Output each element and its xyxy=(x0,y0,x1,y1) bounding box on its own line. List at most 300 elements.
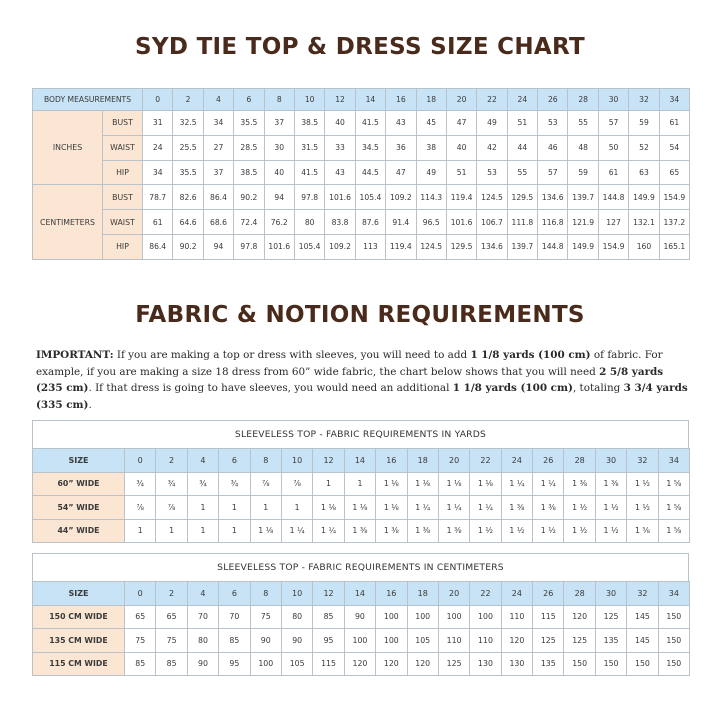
table-cell: 1 ⅝ xyxy=(658,496,689,520)
table-cell: 119.4 xyxy=(446,185,476,210)
size-header: 14 xyxy=(344,449,375,473)
table-row xyxy=(33,111,690,136)
table-cell: 1 ⅛ xyxy=(313,496,344,520)
note-bold-4: 3 3/4 yards (335 cm) xyxy=(36,382,688,411)
size-header: 16 xyxy=(386,89,416,111)
table-cell: 80 xyxy=(281,605,312,629)
size-header: 32 xyxy=(627,449,658,473)
body-measurements-table xyxy=(32,88,690,260)
table-cell: 95 xyxy=(219,652,250,676)
size-header: 10 xyxy=(281,449,312,473)
table-cell: 105.4 xyxy=(294,234,324,259)
table-cell: 1 xyxy=(250,496,281,520)
size-header: 6 xyxy=(219,449,250,473)
table-cell: 28.5 xyxy=(234,135,264,160)
size-header: 8 xyxy=(250,449,281,473)
important-note xyxy=(36,347,688,413)
table-cell: 51 xyxy=(446,160,476,185)
size-header: 32 xyxy=(627,582,658,606)
table-cell: 78.7 xyxy=(143,185,173,210)
table-cell: 1 xyxy=(156,519,187,543)
table-cell: 1 ¼ xyxy=(407,496,438,520)
table-cell: 53 xyxy=(477,160,507,185)
table-cell: 105.4 xyxy=(355,185,385,210)
note-text-2: of fabric. For example, if you are making a size 18 dress from 60” wide fabric, the chart below shows that you will need xyxy=(36,349,663,378)
table-cell: 1 ⅜ xyxy=(407,519,438,543)
table-cell: 25.5 xyxy=(173,135,203,160)
table-cell: 1 ⅜ xyxy=(501,496,532,520)
table-cell: 160 xyxy=(629,234,659,259)
size-header: 32 xyxy=(629,89,659,111)
width-label: 135 CM WIDE xyxy=(33,629,125,653)
header-row xyxy=(33,89,690,111)
size-header: 30 xyxy=(598,89,628,111)
table-cell: 45 xyxy=(416,111,446,136)
table-cell: 87.6 xyxy=(355,210,385,235)
table-cell: 132.1 xyxy=(629,210,659,235)
table-cell: 43 xyxy=(325,160,355,185)
table-cell: 1 ¼ xyxy=(501,472,532,496)
table-cell: 1 ⅜ xyxy=(564,472,595,496)
table-cell: 113 xyxy=(355,234,385,259)
size-header: 4 xyxy=(203,89,233,111)
table-cell: 1 ¼ xyxy=(533,472,564,496)
body-measurements-header: BODY MEASUREMENTS xyxy=(33,89,143,111)
table-cell: 85 xyxy=(219,629,250,653)
size-header: 2 xyxy=(156,449,187,473)
size-header: 30 xyxy=(595,582,626,606)
table-cell: 125 xyxy=(595,605,626,629)
table-cell: 110 xyxy=(501,605,532,629)
table-cell: 34 xyxy=(203,111,233,136)
table-cell: 124.5 xyxy=(416,234,446,259)
table-cell: 125 xyxy=(533,629,564,653)
table-cell: 149.9 xyxy=(629,185,659,210)
header-row xyxy=(33,449,690,473)
size-header: 28 xyxy=(564,449,595,473)
size-header: 2 xyxy=(173,89,203,111)
table-cell: 134.6 xyxy=(538,185,568,210)
table-cell: 1 ⅛ xyxy=(344,496,375,520)
table-cell: 97.8 xyxy=(294,185,324,210)
table-cell: 129.5 xyxy=(507,185,537,210)
size-header: 12 xyxy=(325,89,355,111)
size-header: 18 xyxy=(407,449,438,473)
table-cell: 34.5 xyxy=(355,135,385,160)
table-cell: 120 xyxy=(564,605,595,629)
table-cell: 37 xyxy=(264,111,294,136)
table-cell: 1 ⅜ xyxy=(595,472,626,496)
table-cell: ¾ xyxy=(187,472,218,496)
table-row xyxy=(33,629,690,653)
table-cell: 68.6 xyxy=(203,210,233,235)
table-cell: 97.8 xyxy=(234,234,264,259)
size-header: 4 xyxy=(187,449,218,473)
size-header: 28 xyxy=(568,89,598,111)
size-header: 16 xyxy=(376,582,407,606)
table-cell: 27 xyxy=(203,135,233,160)
size-header: 8 xyxy=(264,89,294,111)
table-row xyxy=(33,185,690,210)
table-cell: 30 xyxy=(264,135,294,160)
table-cell: 61 xyxy=(598,160,628,185)
table-cell: 165.1 xyxy=(659,234,689,259)
table-cell: 1 ⅜ xyxy=(376,519,407,543)
table-cell: 70 xyxy=(187,605,218,629)
table-cell: 65 xyxy=(156,605,187,629)
table-cell: 95 xyxy=(313,629,344,653)
width-label: 150 CM WIDE xyxy=(33,605,125,629)
table-cell: 65 xyxy=(659,160,689,185)
table-cell: 1 ½ xyxy=(533,519,564,543)
table-cell: 1 ⅛ xyxy=(250,519,281,543)
table-cell: 51 xyxy=(507,111,537,136)
size-header: 12 xyxy=(313,582,344,606)
table-cell: 94 xyxy=(264,185,294,210)
table-cell: 59 xyxy=(629,111,659,136)
table-row xyxy=(33,210,690,235)
measurement-label: HIP xyxy=(103,160,143,185)
table-cell: 40 xyxy=(264,160,294,185)
table-cell: ⅞ xyxy=(281,472,312,496)
table-cell: 1 ⅜ xyxy=(344,519,375,543)
table-cell: 1 ¼ xyxy=(438,496,469,520)
table-cell: 49 xyxy=(416,160,446,185)
table-cell: 1 ½ xyxy=(564,496,595,520)
table-row xyxy=(33,496,690,520)
size-header: 34 xyxy=(659,89,689,111)
table-cell: 127 xyxy=(598,210,628,235)
fabric-yards-table xyxy=(32,420,689,543)
table-cell: 34 xyxy=(143,160,173,185)
table-cell: 1 xyxy=(344,472,375,496)
table-cell: 35.5 xyxy=(173,160,203,185)
table-cell: 41.5 xyxy=(294,160,324,185)
table-cell: 75 xyxy=(250,605,281,629)
table-cell: ⅞ xyxy=(156,496,187,520)
table-cell: 47 xyxy=(386,160,416,185)
table-cell: 1 ⅜ xyxy=(438,519,469,543)
table-cell: 154.9 xyxy=(659,185,689,210)
table-cell: 130 xyxy=(470,652,501,676)
table-cell: 100 xyxy=(407,605,438,629)
table-cell: 33 xyxy=(325,135,355,160)
measurement-label: HIP xyxy=(103,234,143,259)
table-cell: 85 xyxy=(313,605,344,629)
table-cell: 1 ¼ xyxy=(281,519,312,543)
table-cell: 149.9 xyxy=(568,234,598,259)
important-label: IMPORTANT: xyxy=(36,349,114,361)
table-cell: 40 xyxy=(446,135,476,160)
table-cell: 1 xyxy=(187,496,218,520)
table-cell: 59 xyxy=(568,160,598,185)
size-header: 10 xyxy=(294,89,324,111)
table-cell: 100 xyxy=(470,605,501,629)
table-cell: 38.5 xyxy=(294,111,324,136)
size-header: 0 xyxy=(125,449,156,473)
table-cell: 55 xyxy=(568,111,598,136)
table-cell: 1 ⅛ xyxy=(438,472,469,496)
table-cell: 36 xyxy=(386,135,416,160)
table-cell: 90 xyxy=(250,629,281,653)
note-text-5: . xyxy=(88,398,92,411)
table-cell: 139.7 xyxy=(507,234,537,259)
table-cell: 1 ¼ xyxy=(470,496,501,520)
table-cell: 129.5 xyxy=(446,234,476,259)
fabric-cm-caption: SLEEVELESS TOP - FABRIC REQUIREMENTS IN CENTIMETERS xyxy=(32,553,689,581)
size-header: 0 xyxy=(125,582,156,606)
table-cell: 114.3 xyxy=(416,185,446,210)
table-cell: 130 xyxy=(501,652,532,676)
size-header: 24 xyxy=(501,582,532,606)
note-text-3: . If that dress is going to have sleeves, you would need an additional xyxy=(88,382,453,394)
table-cell: 31 xyxy=(143,111,173,136)
note-text-1: If you are making a top or dress with sleeves, you will need to add xyxy=(113,349,471,361)
table-row xyxy=(33,160,690,185)
table-cell: 144.8 xyxy=(598,185,628,210)
table-cell: 116.8 xyxy=(538,210,568,235)
table-cell: 90 xyxy=(187,652,218,676)
table-cell: 120 xyxy=(501,629,532,653)
note-bold-3: 1 1/8 yards (100 cm) xyxy=(452,382,573,394)
table-cell: 1 xyxy=(313,472,344,496)
table-cell: 100 xyxy=(344,629,375,653)
table-cell: 57 xyxy=(598,111,628,136)
table-cell: 120 xyxy=(407,652,438,676)
size-header: 28 xyxy=(564,582,595,606)
table-cell: 1 ⅝ xyxy=(658,472,689,496)
table-cell: 86.4 xyxy=(143,234,173,259)
table-cell: 46 xyxy=(538,135,568,160)
table-cell: 90.2 xyxy=(234,185,264,210)
table-cell: 145 xyxy=(627,629,658,653)
table-cell: 64.6 xyxy=(173,210,203,235)
table-cell: 111.8 xyxy=(507,210,537,235)
table-cell: 101.6 xyxy=(264,234,294,259)
measurement-label: WAIST xyxy=(103,210,143,235)
fabric-yards-caption: SLEEVELESS TOP - FABRIC REQUIREMENTS IN YARDS xyxy=(32,420,689,448)
table-cell: 85 xyxy=(156,652,187,676)
table-cell: 1 ¼ xyxy=(313,519,344,543)
size-header: 14 xyxy=(344,582,375,606)
table-cell: 137.2 xyxy=(659,210,689,235)
table-cell: 100 xyxy=(376,605,407,629)
table-cell: 57 xyxy=(538,160,568,185)
table-cell: 105 xyxy=(407,629,438,653)
size-header: 26 xyxy=(538,89,568,111)
measurement-label: BUST xyxy=(103,185,143,210)
size-label: SIZE xyxy=(33,582,125,606)
table-cell: 80 xyxy=(187,629,218,653)
table-cell: 96.5 xyxy=(416,210,446,235)
table-row xyxy=(33,605,690,629)
width-label: 115 CM WIDE xyxy=(33,652,125,676)
table-cell: 90 xyxy=(344,605,375,629)
table-cell: 124.5 xyxy=(477,185,507,210)
table-cell: 1 ⅛ xyxy=(470,472,501,496)
table-cell: 110 xyxy=(438,629,469,653)
size-header: 20 xyxy=(446,89,476,111)
table-cell: 125 xyxy=(438,652,469,676)
note-text-4: , totaling xyxy=(572,382,624,394)
table-cell: 135 xyxy=(533,652,564,676)
table-cell: 109.2 xyxy=(386,185,416,210)
table-cell: 100 xyxy=(438,605,469,629)
size-header: 26 xyxy=(533,449,564,473)
table-cell: 110 xyxy=(470,629,501,653)
measurement-label: WAIST xyxy=(103,135,143,160)
table-cell: 55 xyxy=(507,160,537,185)
table-cell: 75 xyxy=(156,629,187,653)
size-header: 8 xyxy=(250,582,281,606)
table-cell: 86.4 xyxy=(203,185,233,210)
table-cell: 49 xyxy=(477,111,507,136)
size-header: 14 xyxy=(355,89,385,111)
table-cell: 1 ½ xyxy=(470,519,501,543)
size-label: SIZE xyxy=(33,449,125,473)
table-cell: 1 ½ xyxy=(564,519,595,543)
table-cell: 1 ⅝ xyxy=(627,519,658,543)
table-cell: 150 xyxy=(658,629,689,653)
table-cell: 82.6 xyxy=(173,185,203,210)
table-cell: 125 xyxy=(564,629,595,653)
table-cell: 75 xyxy=(125,629,156,653)
table-cell: 150 xyxy=(658,652,689,676)
group-label: CENTIMETERS xyxy=(33,185,103,259)
table-cell: 101.6 xyxy=(325,185,355,210)
table-cell: ¾ xyxy=(219,472,250,496)
table-cell: 94 xyxy=(203,234,233,259)
width-label: 44” WIDE xyxy=(33,519,125,543)
table-cell: 63 xyxy=(629,160,659,185)
table-cell: 1 ⅜ xyxy=(533,496,564,520)
table-cell: 38.5 xyxy=(234,160,264,185)
table-cell: 32.5 xyxy=(173,111,203,136)
table-cell: 119.4 xyxy=(386,234,416,259)
table-cell: 154.9 xyxy=(598,234,628,259)
size-header: 30 xyxy=(595,449,626,473)
table-cell: 91.4 xyxy=(386,210,416,235)
table-cell: 24 xyxy=(143,135,173,160)
table-cell: 1 xyxy=(281,496,312,520)
table-cell: 37 xyxy=(203,160,233,185)
table-cell: ¾ xyxy=(125,472,156,496)
table-cell: 144.8 xyxy=(538,234,568,259)
fabric-cm-table xyxy=(32,553,689,676)
table-cell: 70 xyxy=(219,605,250,629)
table-cell: 1 xyxy=(219,496,250,520)
table-cell: 115 xyxy=(313,652,344,676)
table-cell: 1 ⅛ xyxy=(407,472,438,496)
table-cell: 1 ½ xyxy=(501,519,532,543)
table-cell: 31.5 xyxy=(294,135,324,160)
table-cell: 134.6 xyxy=(477,234,507,259)
table-cell: 43 xyxy=(386,111,416,136)
table-cell: 121.9 xyxy=(568,210,598,235)
measurement-label: BUST xyxy=(103,111,143,136)
size-chart-title: SYD TIE TOP & DRESS SIZE CHART xyxy=(135,34,585,60)
table-cell: 41.5 xyxy=(355,111,385,136)
table-cell: 115 xyxy=(533,605,564,629)
table-cell: 44.5 xyxy=(355,160,385,185)
size-header: 20 xyxy=(438,449,469,473)
table-cell: 105 xyxy=(281,652,312,676)
size-header: 26 xyxy=(533,582,564,606)
table-cell: ⅞ xyxy=(125,496,156,520)
size-header: 22 xyxy=(470,582,501,606)
table-cell: 80 xyxy=(294,210,324,235)
table-cell: 90 xyxy=(281,629,312,653)
table-cell: 61 xyxy=(659,111,689,136)
table-cell: 47 xyxy=(446,111,476,136)
table-cell: 76.2 xyxy=(264,210,294,235)
table-cell: ⅞ xyxy=(250,472,281,496)
table-cell: 150 xyxy=(627,652,658,676)
table-cell: 145 xyxy=(627,605,658,629)
table-cell: 85 xyxy=(125,652,156,676)
table-cell: 100 xyxy=(376,629,407,653)
table-cell: 50 xyxy=(598,135,628,160)
table-cell: 120 xyxy=(376,652,407,676)
size-header: 34 xyxy=(658,582,689,606)
size-header: 22 xyxy=(470,449,501,473)
width-label: 60” WIDE xyxy=(33,472,125,496)
table-cell: 150 xyxy=(595,652,626,676)
table-cell: 139.7 xyxy=(568,185,598,210)
table-cell: 1 ½ xyxy=(595,496,626,520)
table-cell: 1 ⅝ xyxy=(658,519,689,543)
table-cell: ¾ xyxy=(156,472,187,496)
table-cell: 53 xyxy=(538,111,568,136)
size-header: 0 xyxy=(143,89,173,111)
table-cell: 1 xyxy=(219,519,250,543)
table-cell: 54 xyxy=(659,135,689,160)
size-header: 20 xyxy=(438,582,469,606)
fabric-requirements-title: FABRIC & NOTION REQUIREMENTS xyxy=(135,302,585,328)
size-header: 18 xyxy=(407,582,438,606)
size-header: 6 xyxy=(234,89,264,111)
table-cell: 48 xyxy=(568,135,598,160)
table-cell: 150 xyxy=(564,652,595,676)
table-cell: 72.4 xyxy=(234,210,264,235)
group-label: INCHES xyxy=(33,111,103,185)
table-cell: 42 xyxy=(477,135,507,160)
table-cell: 101.6 xyxy=(446,210,476,235)
table-cell: 1 ½ xyxy=(627,472,658,496)
table-cell: 40 xyxy=(325,111,355,136)
table-row xyxy=(33,472,690,496)
table-row xyxy=(33,519,690,543)
table-cell: 1 ½ xyxy=(595,519,626,543)
table-cell: 1 ⅛ xyxy=(376,472,407,496)
note-bold-2: 2 5/8 yards (235 cm) xyxy=(36,365,664,394)
table-row xyxy=(33,234,690,259)
table-cell: 61 xyxy=(143,210,173,235)
table-cell: 52 xyxy=(629,135,659,160)
table-cell: 65 xyxy=(125,605,156,629)
table-cell: 38 xyxy=(416,135,446,160)
size-header: 34 xyxy=(658,449,689,473)
table-cell: 90.2 xyxy=(173,234,203,259)
size-header: 12 xyxy=(313,449,344,473)
table-cell: 1 ½ xyxy=(627,496,658,520)
size-header: 2 xyxy=(156,582,187,606)
table-cell: 1 xyxy=(125,519,156,543)
table-cell: 83.8 xyxy=(325,210,355,235)
size-header: 6 xyxy=(219,582,250,606)
size-header: 24 xyxy=(507,89,537,111)
note-bold-1: 1 1/8 yards (100 cm) xyxy=(470,349,591,361)
